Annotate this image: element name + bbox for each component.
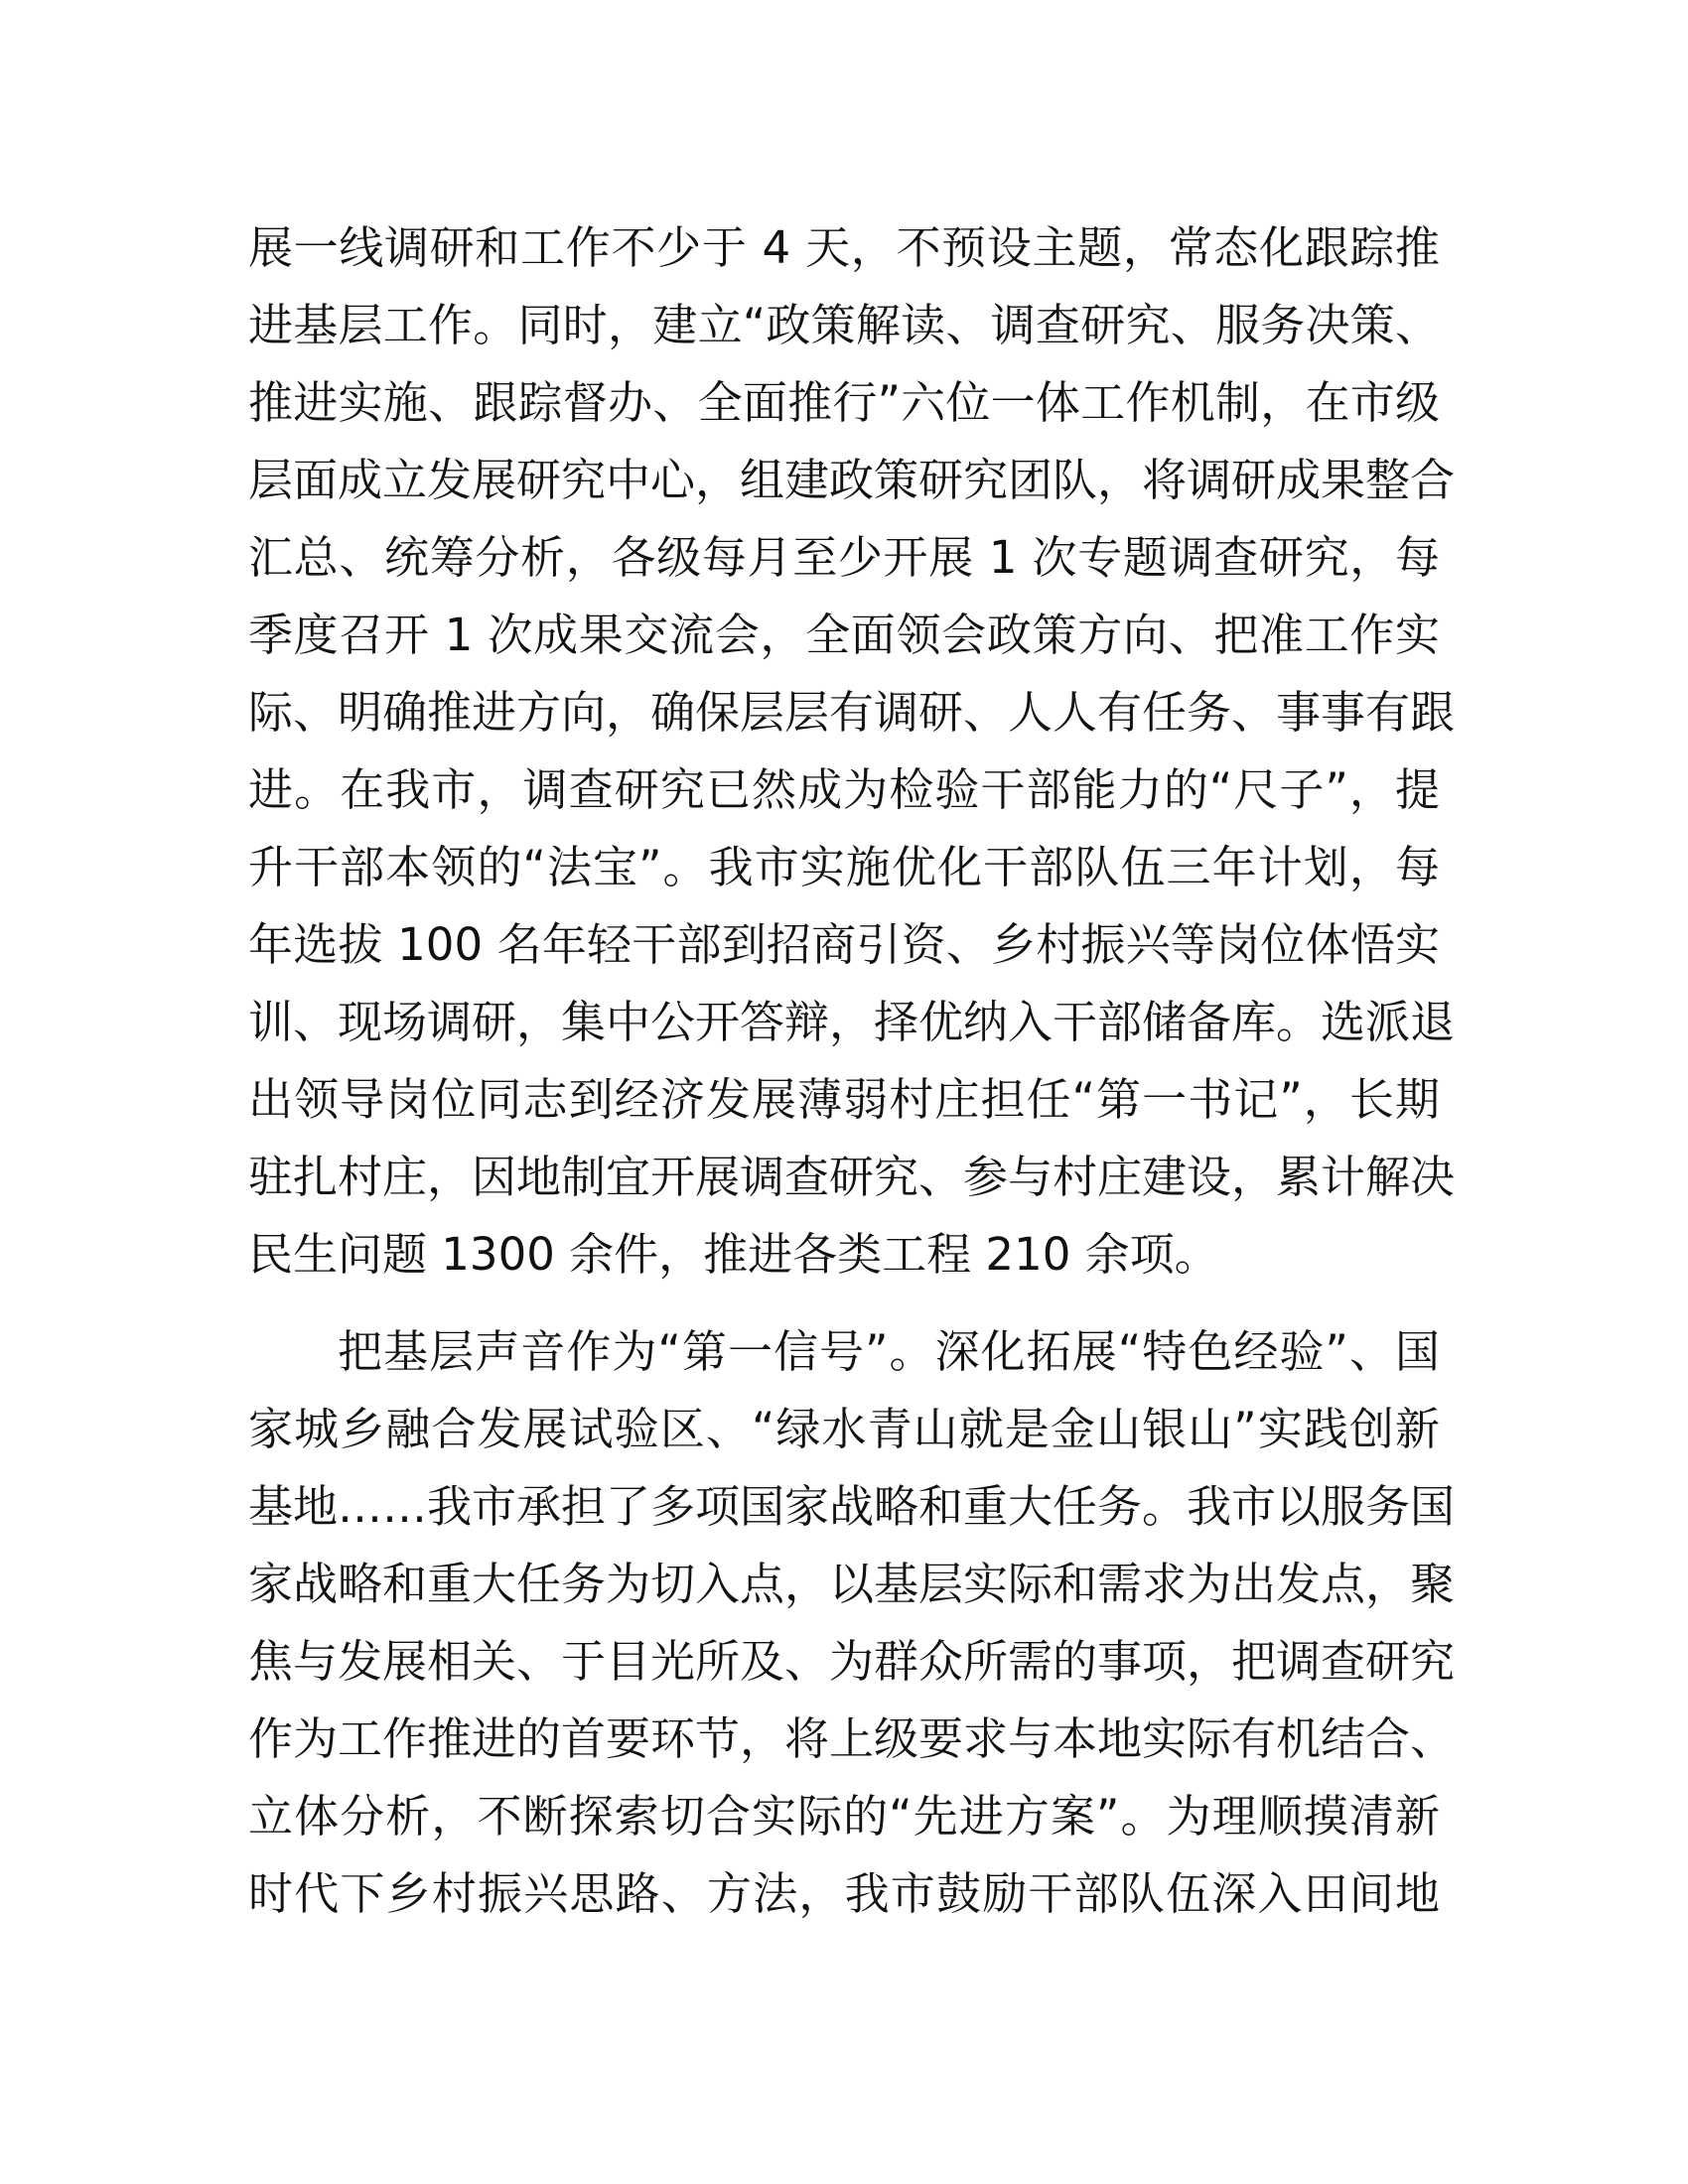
paragraph-line: 展一线调研和工作不少于 4 天，不预设主题，常态化跟踪推 [248,221,1440,274]
paragraph-line: 层面成立发展研究中心，组建政策研究团队，将调研成果整合 [248,454,1456,506]
paragraph-line: 升干部本领的“法宝”。我市实施优化干部队伍三年计划，每 [248,841,1440,893]
paragraph-line: 基地……我市承担了多项国家战略和重大任务。我市以服务国 [248,1480,1456,1533]
paragraph-line: 进基层工作。同时，建立“政策解读、调查研究、服务决策、 [248,299,1440,351]
paragraph-line: 家城乡融合发展试验区、“绿水青山就是金山银山”实践创新 [248,1403,1440,1455]
paragraph-line: 训、现场调研，集中公开答辩，择优纳入干部储备库。选派退 [248,996,1456,1048]
paragraph-line: 推进实施、跟踪督办、全面推行”六位一体工作机制，在市级 [248,376,1440,429]
paragraph-line: 年选拔 100 名年轻干部到招商引资、乡村振兴等岗位体悟实 [248,918,1440,971]
paragraph-1 [248,209,1456,1294]
paragraph-line: 进。在我市，调查研究已然成为检验干部能力的“尺子”，提 [248,763,1440,816]
paragraph-line: 际、明确推进方向，确保层层有调研、人人有任务、事事有跟 [248,686,1456,739]
paragraph-line: 时代下乡村振兴思路、方法，我市鼓励干部队伍深入田间地 [248,1867,1440,1920]
paragraph-line: 家战略和重大任务为切入点，以基层实际和需求为出发点，聚 [248,1558,1456,1610]
paragraph-2 [248,1313,1456,1933]
paragraph-line: 立体分析，不断探索切合实际的“先进方案”。为理顺摸清新 [248,1790,1440,1843]
paragraph-line: 出领导岗位同志到经济发展薄弱村庄担任“第一书记”，长期 [248,1073,1440,1126]
paragraph-line: 驻扎村庄，因地制宜开展调查研究、参与村庄建设，累计解决 [248,1151,1456,1203]
paragraph-line: 汇总、统筹分析，各级每月至少开展 1 次专题调查研究，每 [248,531,1440,584]
paragraph-line: 焦与发展相关、于目光所及、为群众所需的事项，把调查研究 [248,1635,1456,1688]
paragraph-line: 把基层声音作为“第一信号”。深化拓展“特色经验”、国 [338,1325,1440,1378]
paragraph-line: 作为工作推进的首要环节，将上级要求与本地实际有机结合、 [248,1712,1456,1765]
paragraph-line: 民生问题 1300 余件，推进各类工程 210 余项。 [248,1228,1219,1281]
paragraph-line: 季度召开 1 次成果交流会，全面领会政策方向、把准工作实 [248,609,1440,661]
